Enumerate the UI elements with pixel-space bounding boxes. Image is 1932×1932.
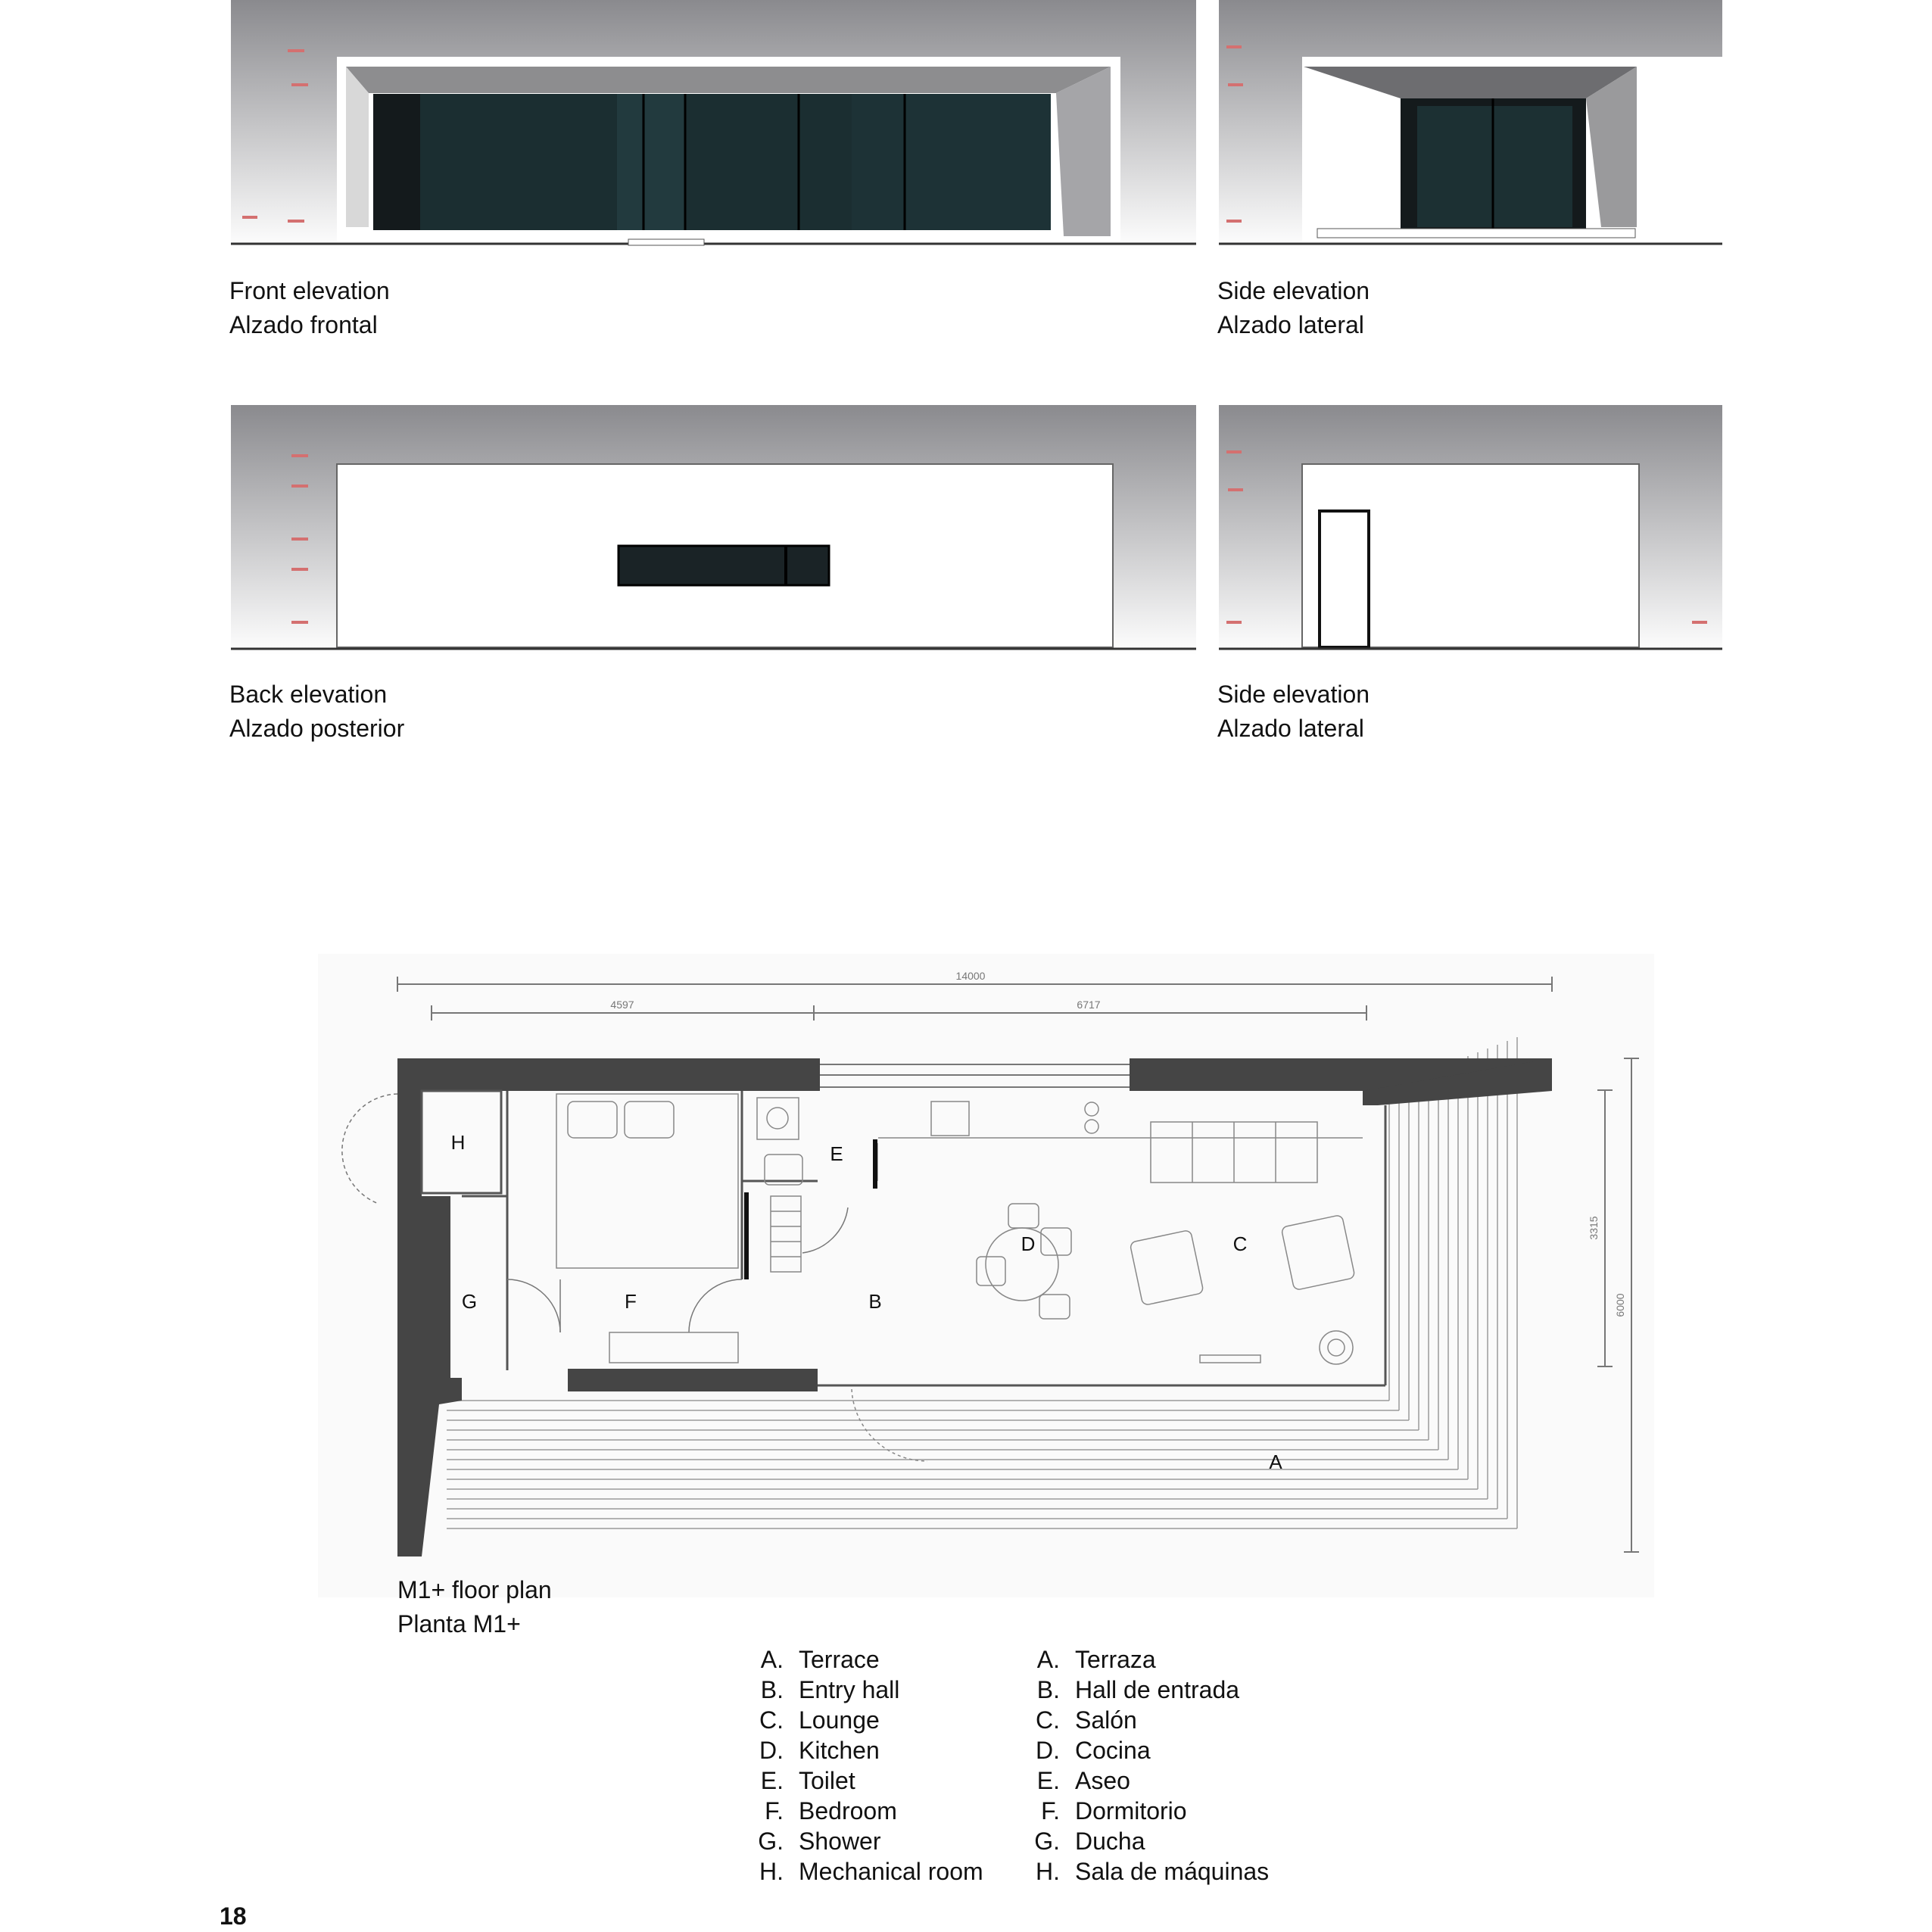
- caption-es: Planta M1+: [397, 1610, 521, 1638]
- front-elevation-drawing: [231, 0, 1196, 250]
- legend-english: [742, 1644, 983, 1887]
- room-label-f: F: [625, 1290, 637, 1313]
- legend-item: B. Entry hall: [760, 1676, 900, 1703]
- dimension-depth-inner: 3315: [1588, 1216, 1600, 1240]
- legend-item: G. Shower: [758, 1828, 881, 1855]
- room-label-c: C: [1232, 1232, 1248, 1255]
- legend-item: C. Lounge: [759, 1706, 880, 1734]
- caption-en: M1+ floor plan: [397, 1576, 552, 1603]
- legend-item: D. Kitchen: [759, 1737, 880, 1764]
- back-elevation-caption: [229, 678, 404, 746]
- dimension-overall: 14000: [955, 970, 986, 982]
- caption-es: Alzado frontal: [229, 311, 378, 338]
- dimension-left: 4597: [610, 999, 634, 1011]
- legend-item: H. Sala de máquinas: [1036, 1858, 1270, 1885]
- legend-item: B. Hall de entrada: [1036, 1676, 1240, 1703]
- room-label-g: G: [461, 1290, 478, 1313]
- side-elevation-drawing-top: [1219, 0, 1722, 250]
- caption-en: Front elevation: [229, 277, 390, 304]
- dimension-right: 6717: [1077, 999, 1101, 1011]
- caption-en: Back elevation: [229, 681, 388, 708]
- caption-en: Side elevation: [1217, 681, 1370, 708]
- legend-item: C. Salón: [1036, 1706, 1137, 1734]
- floor-plan-drawing: [318, 954, 1654, 1597]
- caption-en: Side elevation: [1217, 277, 1370, 304]
- legend-item: H. Mechanical room: [759, 1858, 983, 1885]
- room-label-d: D: [1021, 1232, 1036, 1255]
- legend-item: E. Toilet: [760, 1767, 855, 1794]
- room-label-a: A: [1269, 1451, 1282, 1473]
- caption-es: Alzado lateral: [1217, 311, 1364, 338]
- legend-item: G. Ducha: [1034, 1828, 1145, 1855]
- legend-item: F. Bedroom: [765, 1797, 897, 1824]
- legend-item: D. Cocina: [1036, 1737, 1151, 1764]
- back-elevation-drawing: [231, 405, 1196, 655]
- legend-item: F. Dormitorio: [1041, 1797, 1187, 1824]
- room-label-e: E: [830, 1142, 843, 1165]
- room-label-b: B: [868, 1290, 882, 1313]
- side-elevation-caption-top: [1217, 274, 1370, 342]
- legend-item: A. Terrace: [760, 1646, 880, 1673]
- side-elevation-drawing-bottom: [1219, 405, 1722, 655]
- caption-es: Alzado lateral: [1217, 715, 1364, 742]
- side-elevation-caption-bottom: [1217, 678, 1370, 746]
- caption-es: Alzado posterior: [229, 715, 405, 742]
- legend-item: A. Terraza: [1036, 1646, 1156, 1673]
- floor-plan-caption: [397, 1573, 552, 1641]
- legend-item: E. Aseo: [1036, 1767, 1130, 1794]
- dimension-depth-total: 6000: [1614, 1293, 1626, 1317]
- front-elevation-caption: [229, 274, 390, 342]
- room-label-h: H: [450, 1131, 466, 1154]
- page-number: 18: [220, 1902, 247, 1930]
- legend-spanish: [1018, 1644, 1269, 1887]
